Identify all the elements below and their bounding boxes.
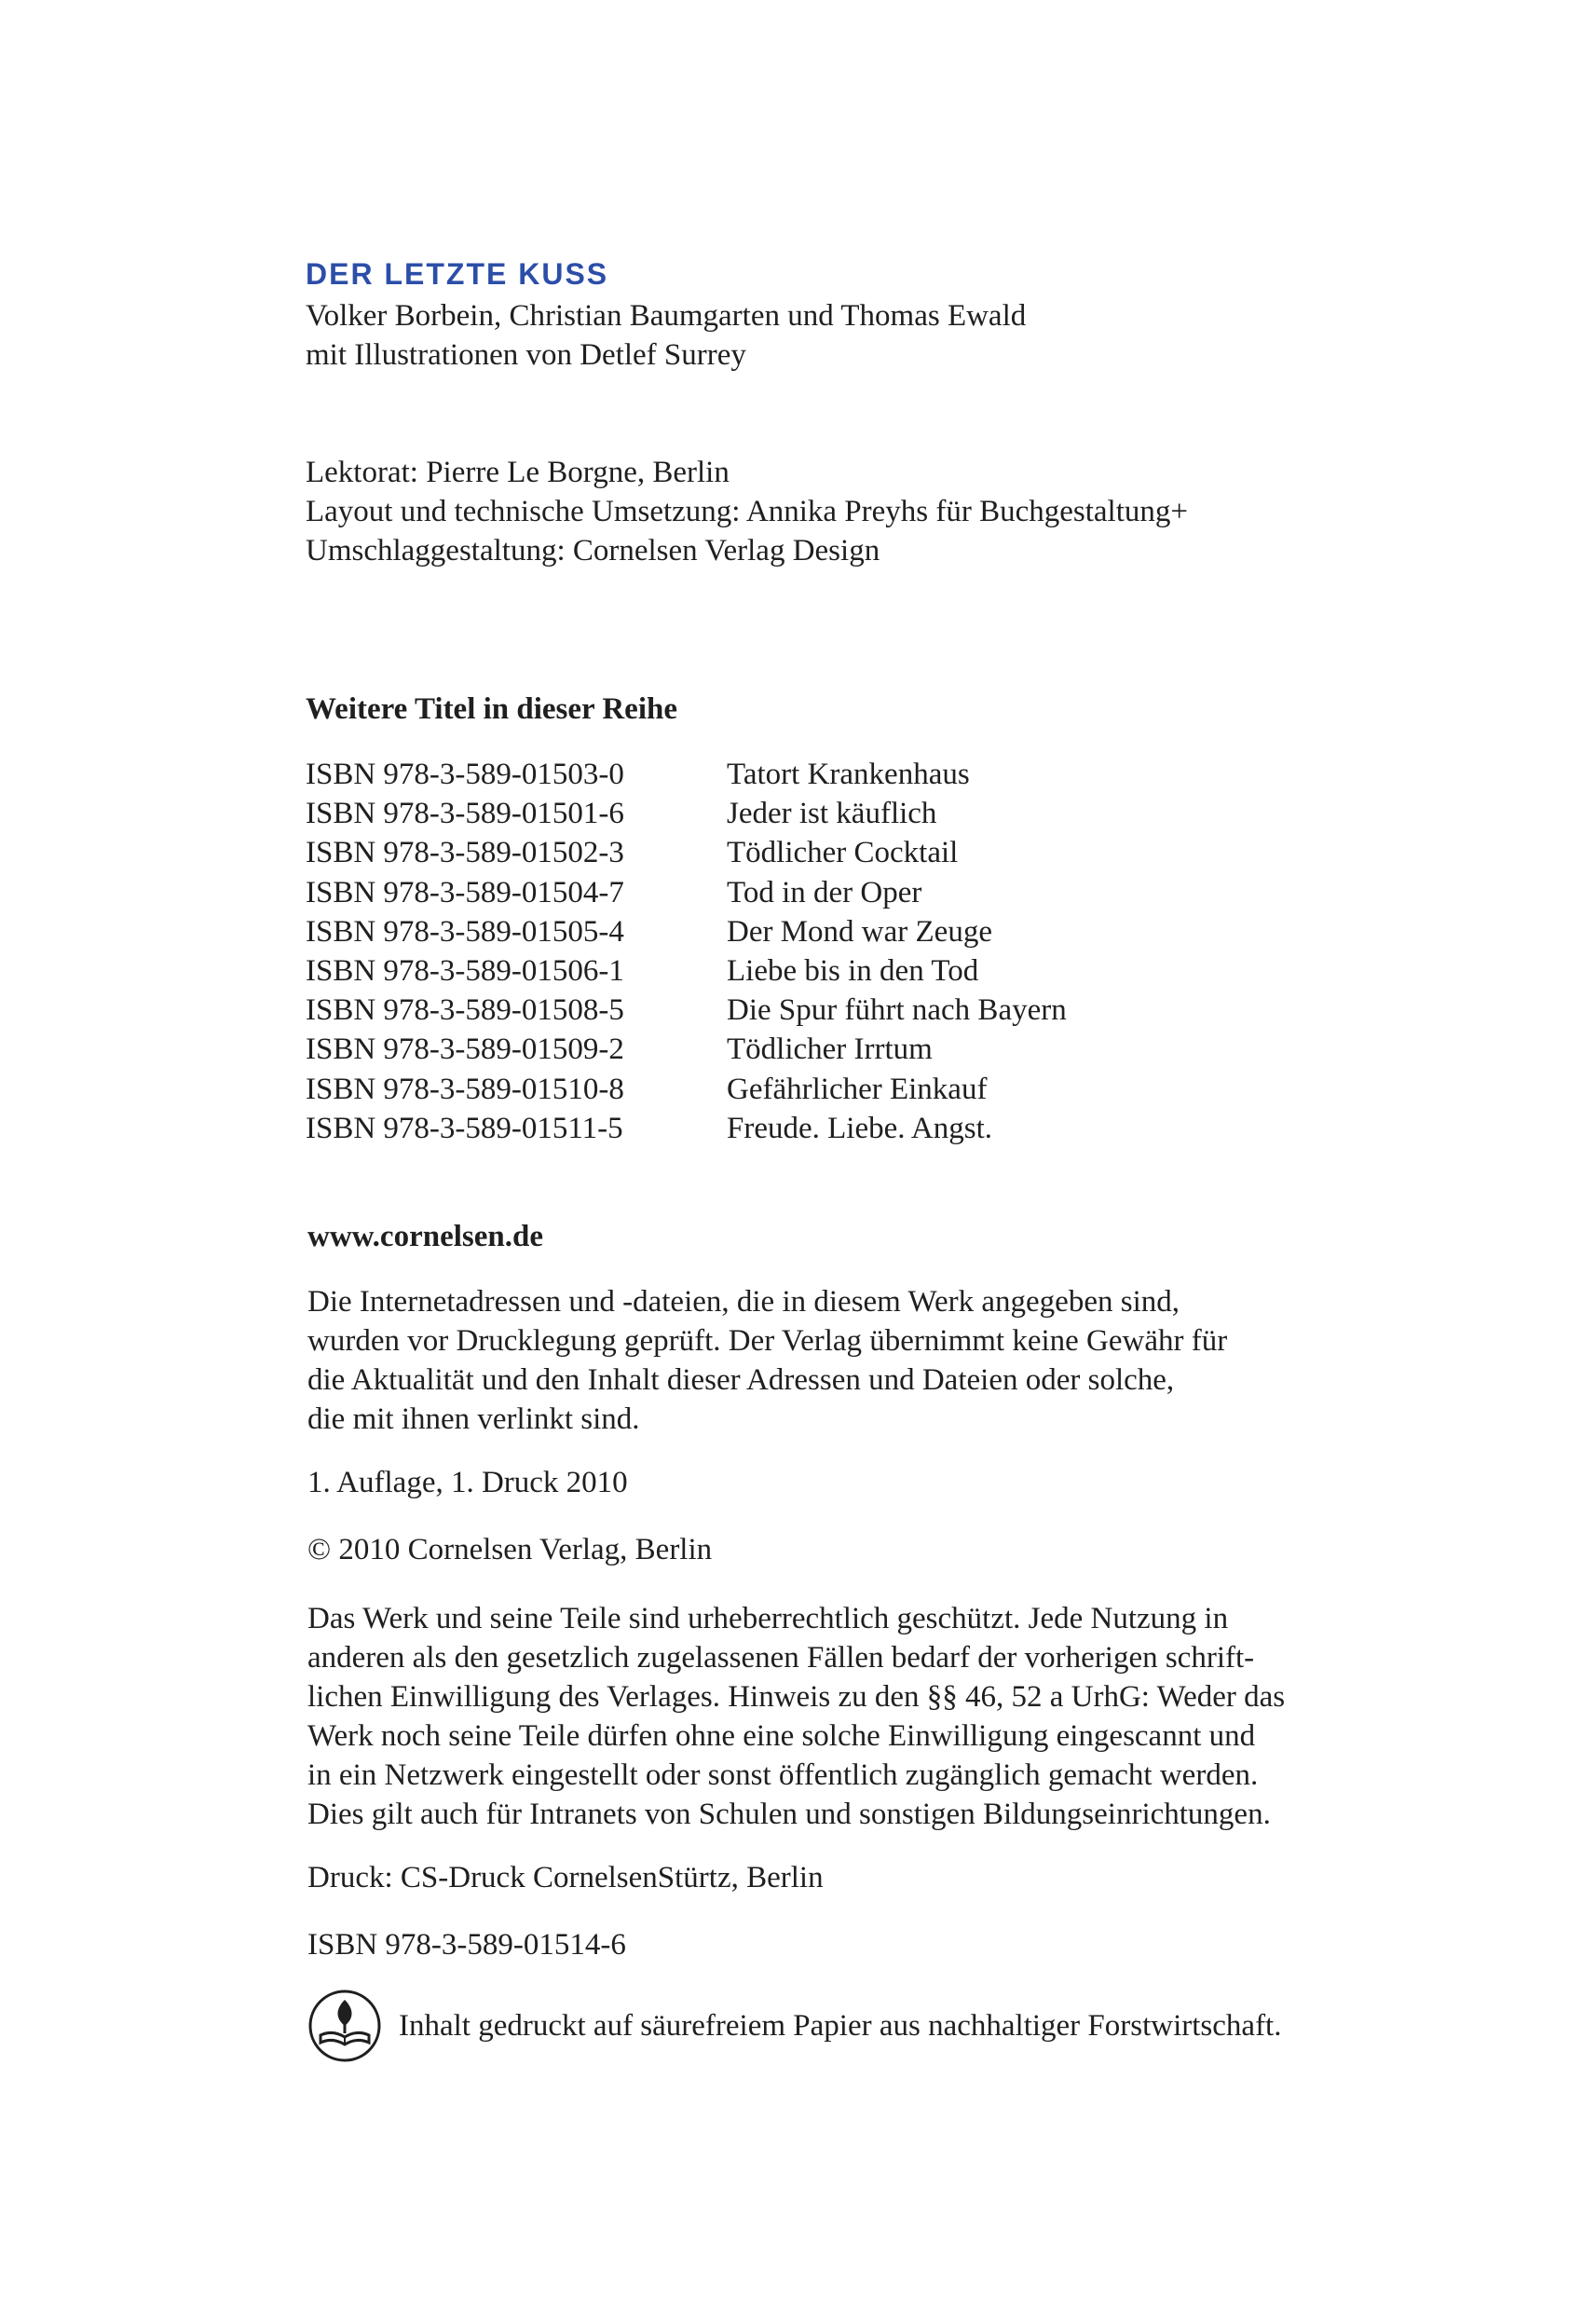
- rights-line: anderen als den gesetzlich zugelassenen Fällen bedarf der vorherigen schrift-: [307, 1641, 1255, 1675]
- cover-design-line: Umschlaggestaltung: Cornelsen Verlag Design: [306, 534, 880, 567]
- series-title: Der Mond war Zeuge: [727, 914, 992, 949]
- series-isbn: ISBN 978-3-589-01506-1: [306, 954, 624, 989]
- sustainable-paper-icon: [307, 1989, 382, 2063]
- credits-block: [306, 453, 1188, 570]
- series-heading: Weitere Titel in dieser Reihe: [306, 692, 677, 726]
- printer-line: Druck: CS-Druck CornelsenStürtz, Berlin: [307, 1861, 824, 1894]
- series-row: [306, 912, 1067, 951]
- series-title: Tödlicher Cocktail: [727, 836, 959, 870]
- series-row: [306, 794, 1067, 833]
- series-isbn: ISBN 978-3-589-01505-4: [306, 914, 624, 949]
- internet-disclaimer: [307, 1282, 1227, 1439]
- book-isbn: ISBN 978-3-589-01514-6: [307, 1928, 626, 1962]
- series-title: Jeder ist käuflich: [727, 797, 937, 831]
- disclaimer-line: die Aktualität und den Inhalt dieser Adressen und Dateien oder solche,: [307, 1363, 1175, 1397]
- series-row: [306, 1030, 1067, 1069]
- layout-line: Layout und technische Umsetzung: Annika Preyhs für Buchgestaltung+: [306, 495, 1189, 528]
- authors-line: Volker Borbein, Christian Baumgarten und Thomas Ewald: [306, 299, 1027, 333]
- illustrator-line: mit Illustrationen von Detlef Surrey: [306, 338, 746, 372]
- paper-note: [307, 1989, 1281, 2063]
- series-title: Gefährlicher Einkauf: [727, 1072, 988, 1106]
- publisher-website: www.cornelsen.de: [307, 1220, 543, 1253]
- series-row: [306, 873, 1067, 912]
- series-title: Freude. Liebe. Angst.: [727, 1111, 993, 1145]
- series-isbn: ISBN 978-3-589-01501-6: [306, 797, 624, 831]
- authors-block: [306, 296, 1026, 375]
- edition-line: 1. Auflage, 1. Druck 2010: [307, 1466, 628, 1499]
- series-title: Tödlicher Irrtum: [727, 1032, 933, 1067]
- series-isbn: ISBN 978-3-589-01508-5: [306, 993, 624, 1028]
- series-isbn: ISBN 978-3-589-01509-2: [306, 1032, 624, 1067]
- series-title: Tod in der Oper: [727, 875, 922, 909]
- rights-line: Werk noch seine Teile dürfen ohne eine solche Einwilligung eingescannt und: [307, 1719, 1256, 1753]
- series-isbn: ISBN 978-3-589-01511-5: [306, 1111, 623, 1145]
- series-row: [306, 991, 1067, 1030]
- series-title: Liebe bis in den Tod: [727, 954, 979, 989]
- rights-notice: [307, 1599, 1285, 1834]
- series-row: [306, 755, 1067, 794]
- disclaimer-line: wurden vor Drucklegung geprüft. Der Verlag übernimmt keine Gewähr für: [307, 1324, 1228, 1358]
- rights-line: lichen Einwilligung des Verlages. Hinweis zu den §§ 46, 52 a UrhG: Weder das: [307, 1680, 1286, 1714]
- disclaimer-line: Die Internetadressen und -dateien, die in diesem Werk angegeben sind,: [307, 1285, 1180, 1319]
- book-title: DER LETZTE KUSS: [306, 257, 609, 291]
- rights-line: Dies gilt auch für Intranets von Schulen und sonstigen Bildungseinrichtungen.: [307, 1798, 1271, 1831]
- rights-line: Das Werk und seine Teile sind urheberrechtlich geschützt. Jede Nutzung in: [307, 1602, 1229, 1635]
- editor-line: Lektorat: Pierre Le Borgne, Berlin: [306, 456, 730, 489]
- series-row: [306, 1070, 1067, 1109]
- series-title: Die Spur führt nach Bayern: [727, 993, 1067, 1028]
- series-row: [306, 833, 1067, 872]
- disclaimer-line: die mit ihnen verlinkt sind.: [307, 1402, 640, 1436]
- rights-line: in ein Netzwerk eingestellt oder sonst öffentlich zugänglich gemacht werden.: [307, 1758, 1259, 1792]
- copyright-line: © 2010 Cornelsen Verlag, Berlin: [307, 1533, 713, 1566]
- series-isbn: ISBN 978-3-589-01504-7: [306, 875, 624, 909]
- paper-note-text: Inhalt gedruckt auf säurefreiem Papier aus nachhaltiger Forstwirtschaft.: [399, 2009, 1282, 2043]
- series-row: [306, 1109, 1067, 1148]
- series-isbn: ISBN 978-3-589-01502-3: [306, 836, 624, 870]
- series-row: [306, 951, 1067, 991]
- series-isbn: ISBN 978-3-589-01503-0: [306, 758, 624, 791]
- series-list: [306, 755, 1067, 1148]
- series-isbn: ISBN 978-3-589-01510-8: [306, 1072, 624, 1106]
- series-title: Tatort Krankenhaus: [727, 758, 970, 791]
